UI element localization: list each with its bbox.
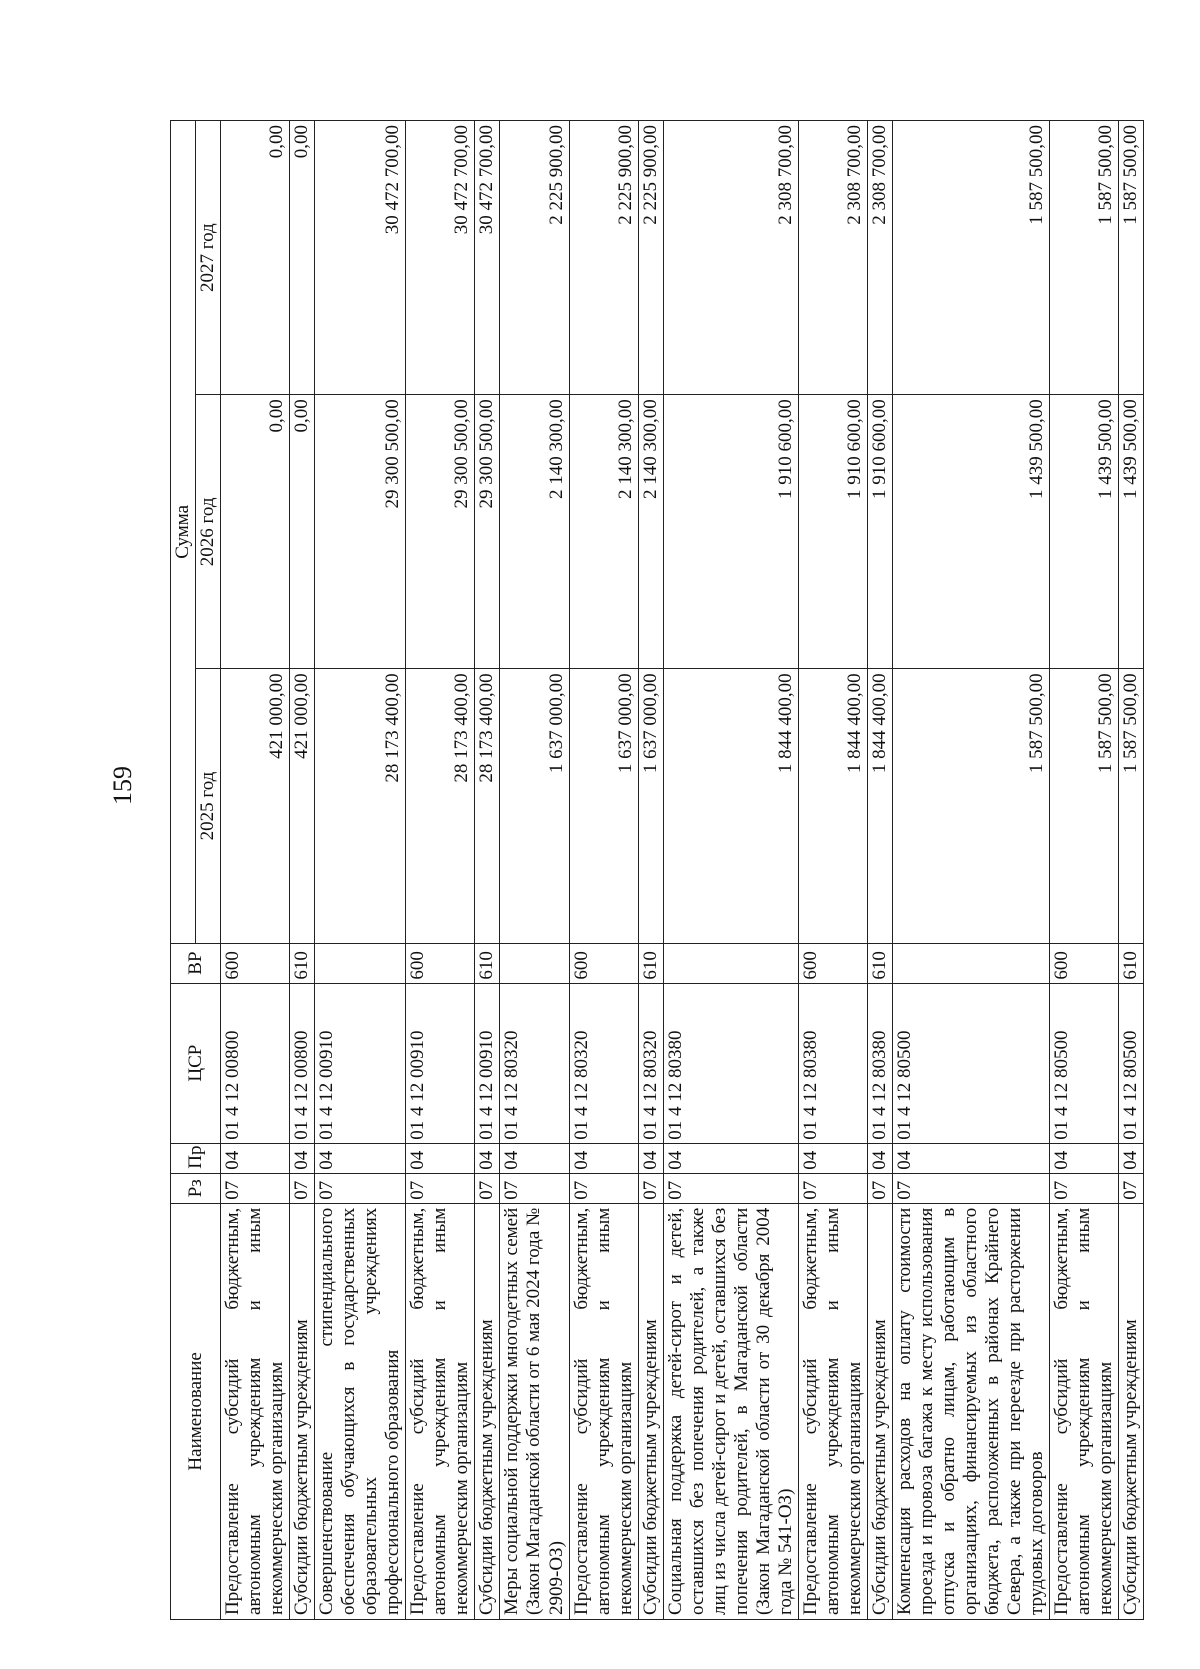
table-row xyxy=(290,121,315,1620)
row-rz: 07 xyxy=(1050,1173,1119,1203)
row-vr xyxy=(315,943,406,983)
table-row xyxy=(798,121,867,1620)
table-row xyxy=(638,121,663,1620)
row-csr: 01 4 12 80320 xyxy=(638,983,663,1143)
row-csr: 01 4 12 00910 xyxy=(315,983,406,1143)
row-name: Субсидии бюджетным учреждениям xyxy=(638,1203,663,1619)
row-sum-2027: 1 587 500,00 xyxy=(892,121,1049,395)
row-name: Субсидии бюджетным учреждениям xyxy=(1119,1203,1144,1619)
row-name: Меры социальной поддержки многодетных семей (Закон Магаданской области от 6 мая 2024 года № 2909-ОЗ) xyxy=(500,1203,569,1619)
header-sum: Сумма xyxy=(171,121,196,944)
row-name: Субсидии бюджетным учреждениям xyxy=(290,1203,315,1619)
row-pr: 04 xyxy=(475,1143,500,1173)
row-sum-2025: 28 173 400,00 xyxy=(315,669,406,943)
row-sum-2027: 0,00 xyxy=(221,121,290,395)
row-rz: 07 xyxy=(221,1173,290,1203)
row-sum-2026: 2 140 300,00 xyxy=(569,395,638,669)
row-name: Предоставление субсидий бюджетным, автономным учреждениям и иным некоммерческим организациям xyxy=(1050,1203,1119,1619)
row-csr: 01 4 12 80500 xyxy=(892,983,1049,1143)
row-sum-2026: 1 439 500,00 xyxy=(1119,395,1144,669)
row-sum-2027: 2 308 700,00 xyxy=(798,121,867,395)
row-sum-2027: 30 472 700,00 xyxy=(406,121,475,395)
budget-table xyxy=(170,120,1144,1620)
row-name: Предоставление субсидий бюджетным, автономным учреждениям и иным некоммерческим организациям xyxy=(798,1203,867,1619)
header-vr: ВР xyxy=(171,943,221,983)
row-pr: 04 xyxy=(500,1143,569,1173)
row-pr: 04 xyxy=(892,1143,1049,1173)
row-pr: 04 xyxy=(1050,1143,1119,1173)
row-sum-2026: 29 300 500,00 xyxy=(315,395,406,669)
table-row xyxy=(569,121,638,1620)
row-sum-2027: 2 225 900,00 xyxy=(500,121,569,395)
row-vr: 610 xyxy=(638,943,663,983)
row-vr: 610 xyxy=(475,943,500,983)
table-row xyxy=(1050,121,1119,1620)
row-rz: 07 xyxy=(892,1173,1049,1203)
row-sum-2026: 1 910 600,00 xyxy=(798,395,867,669)
row-sum-2025: 421 000,00 xyxy=(290,669,315,943)
row-csr: 01 4 12 00800 xyxy=(290,983,315,1143)
row-rz: 07 xyxy=(1119,1173,1144,1203)
row-sum-2025: 1 844 400,00 xyxy=(867,669,892,943)
row-sum-2026: 0,00 xyxy=(221,395,290,669)
row-pr: 04 xyxy=(569,1143,638,1173)
row-name: Субсидии бюджетным учреждениям xyxy=(867,1203,892,1619)
row-rz: 07 xyxy=(475,1173,500,1203)
row-sum-2026: 29 300 500,00 xyxy=(475,395,500,669)
table-row xyxy=(892,121,1049,1620)
row-sum-2025: 1 844 400,00 xyxy=(798,669,867,943)
header-pr: Пр xyxy=(171,1143,221,1173)
row-csr: 01 4 12 00910 xyxy=(475,983,500,1143)
header-2026: 2026 год xyxy=(196,395,221,669)
row-vr: 600 xyxy=(798,943,867,983)
budget-table-container xyxy=(170,120,1142,1620)
table-row xyxy=(406,121,475,1620)
row-pr: 04 xyxy=(315,1143,406,1173)
table-row xyxy=(663,121,798,1620)
row-sum-2026: 2 140 300,00 xyxy=(638,395,663,669)
row-pr: 04 xyxy=(221,1143,290,1173)
row-pr: 04 xyxy=(1119,1143,1144,1173)
row-name: Предоставление субсидий бюджетным, автономным учреждениям и иным некоммерческим организациям xyxy=(221,1203,290,1619)
row-sum-2027: 30 472 700,00 xyxy=(315,121,406,395)
row-pr: 04 xyxy=(290,1143,315,1173)
row-rz: 07 xyxy=(500,1173,569,1203)
table-header xyxy=(171,121,221,1620)
row-vr xyxy=(663,943,798,983)
row-vr: 600 xyxy=(221,943,290,983)
row-sum-2025: 1 844 400,00 xyxy=(663,669,798,943)
header-2027: 2027 год xyxy=(196,121,221,395)
row-sum-2027: 2 308 700,00 xyxy=(663,121,798,395)
row-rz: 07 xyxy=(798,1173,867,1203)
row-rz: 07 xyxy=(315,1173,406,1203)
row-vr: 610 xyxy=(867,943,892,983)
row-csr: 01 4 12 80380 xyxy=(867,983,892,1143)
row-pr: 04 xyxy=(867,1143,892,1173)
row-sum-2027: 2 308 700,00 xyxy=(867,121,892,395)
row-vr xyxy=(500,943,569,983)
row-pr: 04 xyxy=(638,1143,663,1173)
row-sum-2025: 1 587 500,00 xyxy=(892,669,1049,943)
row-name: Субсидии бюджетным учреждениям xyxy=(475,1203,500,1619)
row-sum-2025: 1 587 500,00 xyxy=(1119,669,1144,943)
row-csr: 01 4 12 80320 xyxy=(569,983,638,1143)
table-body xyxy=(221,121,1144,1620)
row-sum-2025: 1 637 000,00 xyxy=(638,669,663,943)
row-sum-2026: 1 439 500,00 xyxy=(1050,395,1119,669)
header-name: Наименование xyxy=(171,1203,221,1619)
table-row xyxy=(315,121,406,1620)
row-csr: 01 4 12 80320 xyxy=(500,983,569,1143)
row-name: Совершенствование стипендиального обеспечения обучающихся в государственных образовательных учреждениях профессионального образования xyxy=(315,1203,406,1619)
row-sum-2026: 29 300 500,00 xyxy=(406,395,475,669)
row-vr: 600 xyxy=(569,943,638,983)
table-row xyxy=(221,121,290,1620)
row-sum-2025: 1 587 500,00 xyxy=(1050,669,1119,943)
row-sum-2025: 421 000,00 xyxy=(221,669,290,943)
row-sum-2027: 2 225 900,00 xyxy=(638,121,663,395)
row-sum-2027: 30 472 700,00 xyxy=(475,121,500,395)
row-sum-2027: 2 225 900,00 xyxy=(569,121,638,395)
row-sum-2025: 28 173 400,00 xyxy=(406,669,475,943)
row-csr: 01 4 12 00800 xyxy=(221,983,290,1143)
header-2025: 2025 год xyxy=(196,669,221,943)
row-csr: 01 4 12 80500 xyxy=(1119,983,1144,1143)
row-sum-2026: 2 140 300,00 xyxy=(500,395,569,669)
row-vr: 610 xyxy=(1119,943,1144,983)
table-row xyxy=(475,121,500,1620)
row-csr: 01 4 12 80380 xyxy=(798,983,867,1143)
row-vr: 600 xyxy=(1050,943,1119,983)
row-sum-2026: 1 439 500,00 xyxy=(892,395,1049,669)
row-sum-2027: 1 587 500,00 xyxy=(1119,121,1144,395)
header-rz: Рз xyxy=(171,1173,221,1203)
row-sum-2027: 0,00 xyxy=(290,121,315,395)
row-sum-2026: 1 910 600,00 xyxy=(867,395,892,669)
row-sum-2026: 0,00 xyxy=(290,395,315,669)
row-vr: 610 xyxy=(290,943,315,983)
row-pr: 04 xyxy=(663,1143,798,1173)
row-pr: 04 xyxy=(798,1143,867,1173)
table-row xyxy=(867,121,892,1620)
row-rz: 07 xyxy=(638,1173,663,1203)
row-name: Предоставление субсидий бюджетным, автономным учреждениям и иным некоммерческим организациям xyxy=(406,1203,475,1619)
row-rz: 07 xyxy=(867,1173,892,1203)
row-rz: 07 xyxy=(569,1173,638,1203)
row-csr: 01 4 12 00910 xyxy=(406,983,475,1143)
row-name: Компенсация расходов на оплату стоимости проезда и провоза багажа к месту использования отпуска и обратно лицам, работающим в организациях, финансируемых из областного бюджета, расположенных в районах Крайнего Севера, а также при переезде при расторжении трудовых договоров xyxy=(892,1203,1049,1619)
row-pr: 04 xyxy=(406,1143,475,1173)
row-sum-2026: 1 910 600,00 xyxy=(663,395,798,669)
row-sum-2025: 1 637 000,00 xyxy=(569,669,638,943)
table-row xyxy=(1119,121,1144,1620)
table-row xyxy=(500,121,569,1620)
row-csr: 01 4 12 80500 xyxy=(1050,983,1119,1143)
row-rz: 07 xyxy=(290,1173,315,1203)
row-rz: 07 xyxy=(663,1173,798,1203)
row-csr: 01 4 12 80380 xyxy=(663,983,798,1143)
row-rz: 07 xyxy=(406,1173,475,1203)
row-sum-2027: 1 587 500,00 xyxy=(1050,121,1119,395)
row-vr: 600 xyxy=(406,943,475,983)
row-name: Предоставление субсидий бюджетным, автономным учреждениям и иным некоммерческим организациям xyxy=(569,1203,638,1619)
row-vr xyxy=(892,943,1049,983)
row-sum-2025: 28 173 400,00 xyxy=(475,669,500,943)
row-name: Социальная поддержка детей-сирот и детей, оставшихся без попечения родителей, а также лиц из числа детей-сирот и детей, оставшихся без попечения родителей, в Магаданской области (Закон Магаданской области от 30 декабря 2004 года № 541-ОЗ) xyxy=(663,1203,798,1619)
page-number: 159 xyxy=(108,766,137,805)
row-sum-2025: 1 637 000,00 xyxy=(500,669,569,943)
header-csr: ЦСР xyxy=(171,983,221,1143)
